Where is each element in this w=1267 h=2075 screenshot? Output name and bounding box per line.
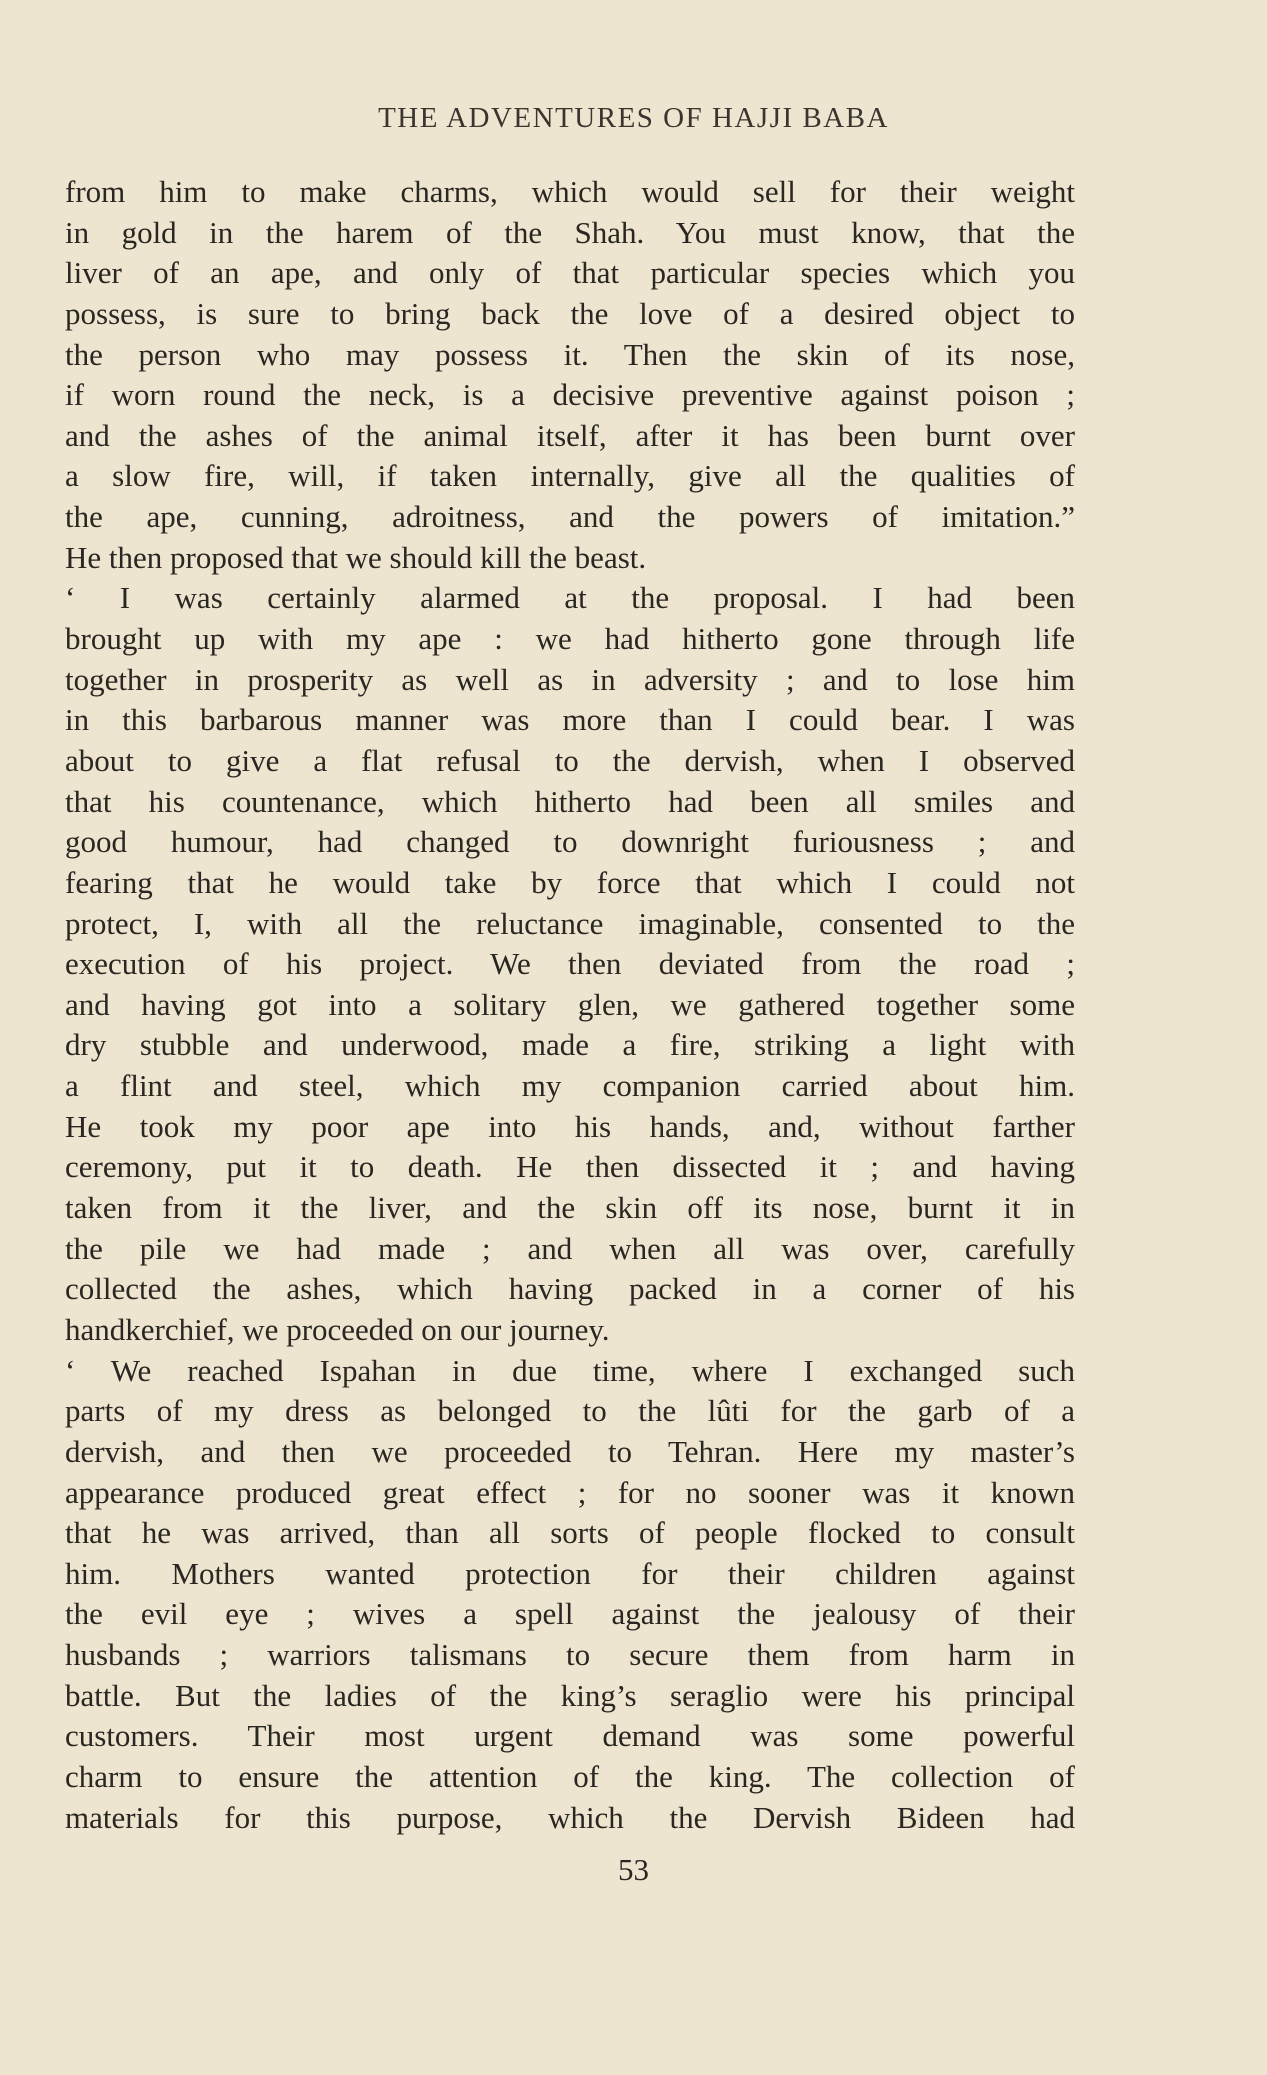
text-line: in gold in the harem of the Shah. You must know, that the xyxy=(65,214,1075,250)
text-line: collected the ashes, which having packed in a corner of his xyxy=(65,1271,1075,1307)
text-line: from him to make charms, which would sell for their weight xyxy=(65,174,1075,209)
text-line: in this barbarous manner was more than I could bear. I was xyxy=(65,702,1075,738)
text-line: materials for this purpose, which the Dervish Bideen had xyxy=(65,1799,1075,1835)
text-line: a slow fire, will, if taken internally, give all the qualities of xyxy=(65,458,1075,494)
text-line: battle. But the ladies of the king’s seraglio were his principal xyxy=(65,1677,1075,1713)
text-line: ‘ I was certainly alarmed at the proposal. I had been xyxy=(65,580,1075,616)
text-line: liver of an ape, and only of that particular species which you xyxy=(65,255,1075,291)
text-line: possess, is sure to bring back the love of a desired object to xyxy=(65,295,1075,331)
text-line: that he was arrived, than all sorts of people flocked to consult xyxy=(65,1515,1075,1551)
text-line: appearance produced great effect ; for no sooner was it known xyxy=(65,1474,1075,1510)
text-line: customers. Their most urgent demand was some powerful xyxy=(65,1718,1075,1754)
text-line: parts of my dress as belonged to the lûti for the garb of a xyxy=(65,1393,1075,1429)
text-line: fearing that he would take by force that which I could not xyxy=(65,864,1075,900)
text-line: the evil eye ; wives a spell against the jealousy of their xyxy=(65,1596,1075,1632)
text-line: if worn round the neck, is a decisive preventive against poison ; xyxy=(65,377,1075,413)
text-line: good humour, had changed to downright furiousness ; and xyxy=(65,824,1075,860)
running-head: THE ADVENTURES OF HAJJI BABA xyxy=(378,102,889,134)
text-line: handkerchief, we proceeded on our journey. xyxy=(65,1311,610,1347)
text-line: the pile we had made ; and when all was over, carefully xyxy=(65,1230,1075,1266)
text-line: the person who may possess it. Then the skin of its nose, xyxy=(65,336,1075,372)
text-line: protect, I, with all the reluctance imaginable, consented to the xyxy=(65,905,1075,941)
text-line: dervish, and then we proceeded to Tehran. Here my master’s xyxy=(65,1433,1075,1469)
text-line: execution of his project. We then deviated from the road ; xyxy=(65,946,1075,982)
text-line: He then proposed that we should kill the beast. xyxy=(65,539,647,575)
page-number: 53 xyxy=(618,1852,649,1887)
text-line: and the ashes of the animal itself, after it has been burnt over xyxy=(65,417,1075,453)
text-line: husbands ; warriors talismans to secure them from harm in xyxy=(65,1637,1075,1673)
text-line: about to give a flat refusal to the dervish, when I observed xyxy=(65,742,1075,778)
text-line: He took my poor ape into his hands, and, without farther xyxy=(65,1108,1075,1144)
text-line: ‘ We reached Ispahan in due time, where I exchanged such xyxy=(65,1352,1075,1388)
text-line: the ape, cunning, adroitness, and the powers of imitation.” xyxy=(65,499,1075,535)
text-line: together in prosperity as well as in adversity ; and to lose him xyxy=(65,661,1075,697)
text-line: a flint and steel, which my companion carried about him. xyxy=(65,1068,1075,1104)
body-text xyxy=(65,172,1075,1838)
text-line: brought up with my ape : we had hitherto gone through life xyxy=(65,621,1075,657)
text-line: taken from it the liver, and the skin off its nose, burnt it in xyxy=(65,1190,1075,1226)
text-line: dry stubble and underwood, made a fire, striking a light with xyxy=(65,1027,1075,1063)
text-line: ceremony, put it to death. He then dissected it ; and having xyxy=(65,1149,1075,1185)
text-line: that his countenance, which hitherto had been all smiles and xyxy=(65,783,1075,819)
text-line: charm to ensure the attention of the king. The collection of xyxy=(65,1758,1075,1794)
text-line: him. Mothers wanted protection for their children against xyxy=(65,1555,1075,1591)
text-line: and having got into a solitary glen, we gathered together some xyxy=(65,986,1075,1022)
